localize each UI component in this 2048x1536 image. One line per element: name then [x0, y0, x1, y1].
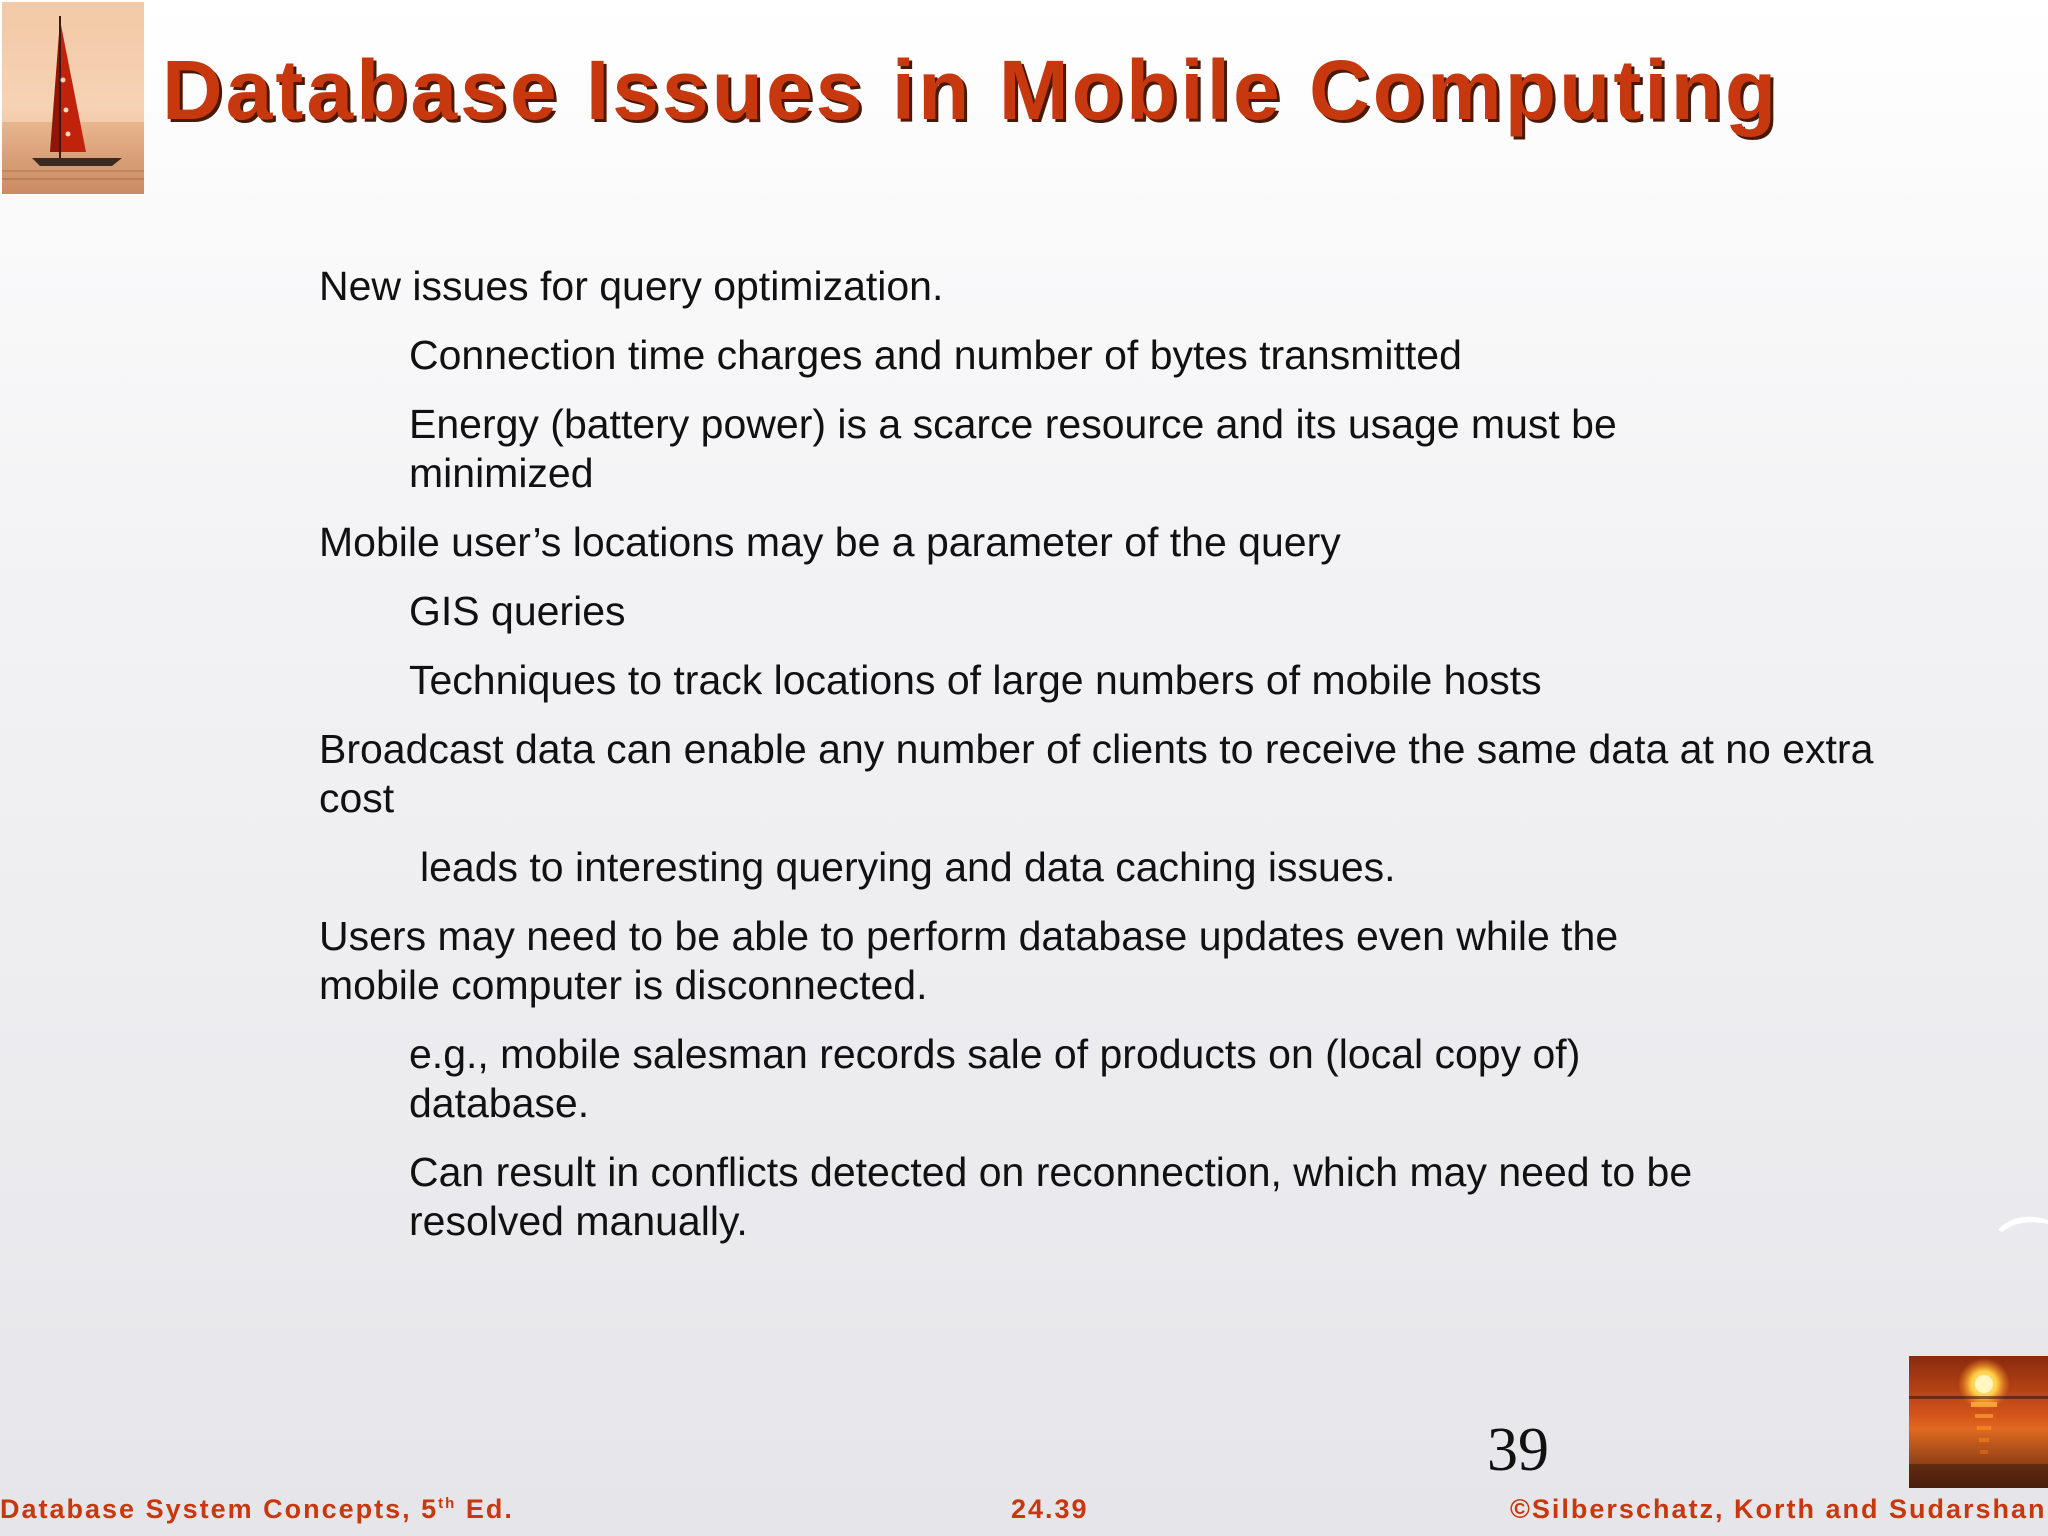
sub-bullet-item: Can result in conflicts detected on reconnection, which may need to be resolved manually. — [409, 1149, 1693, 1244]
sub-bullet-item: Connection time charges and number of bytes transmitted — [409, 332, 1462, 378]
sub-bullet-item: e.g., mobile salesman records sale of products on (local copy of) database. — [409, 1031, 1581, 1126]
footer-book-title: Database System Concepts, 5th Ed. — [0, 1494, 514, 1524]
bullet-list — [319, 262, 1919, 1266]
footer-copyright: ©Silberschatz, Korth and Sudarshan — [1510, 1494, 2047, 1524]
sub-bullet-item: GIS queries — [409, 588, 626, 634]
slide-title: Database Issues in Mobile Computing — [162, 43, 1780, 137]
footer-slide-ref: 24.39 — [1011, 1494, 1089, 1524]
page-number: 39 — [1487, 1416, 1549, 1484]
bullet-item: New issues for query optimization. — [319, 263, 944, 309]
sunset-logo-icon — [1909, 1356, 2048, 1488]
bullet-item: Broadcast data can enable any number of clients to receive the same data at no extra cost — [319, 726, 1874, 821]
bullet-item: Users may need to be able to perform database updates even while the mobile computer is disconnected. — [319, 913, 1619, 1008]
bullet-item: Mobile user’s locations may be a parameter of the query — [319, 519, 1341, 565]
sailboat-logo-icon — [2, 2, 144, 194]
sub-bullet-item: leads to interesting querying and data caching issues. — [420, 844, 1396, 890]
sub-bullet-item: Energy (battery power) is a scarce resource and its usage must be minimized — [409, 401, 1617, 496]
swoosh-decoration-icon — [1996, 1212, 2048, 1234]
sub-bullet-item: Techniques to track locations of large numbers of mobile hosts — [409, 657, 1542, 703]
